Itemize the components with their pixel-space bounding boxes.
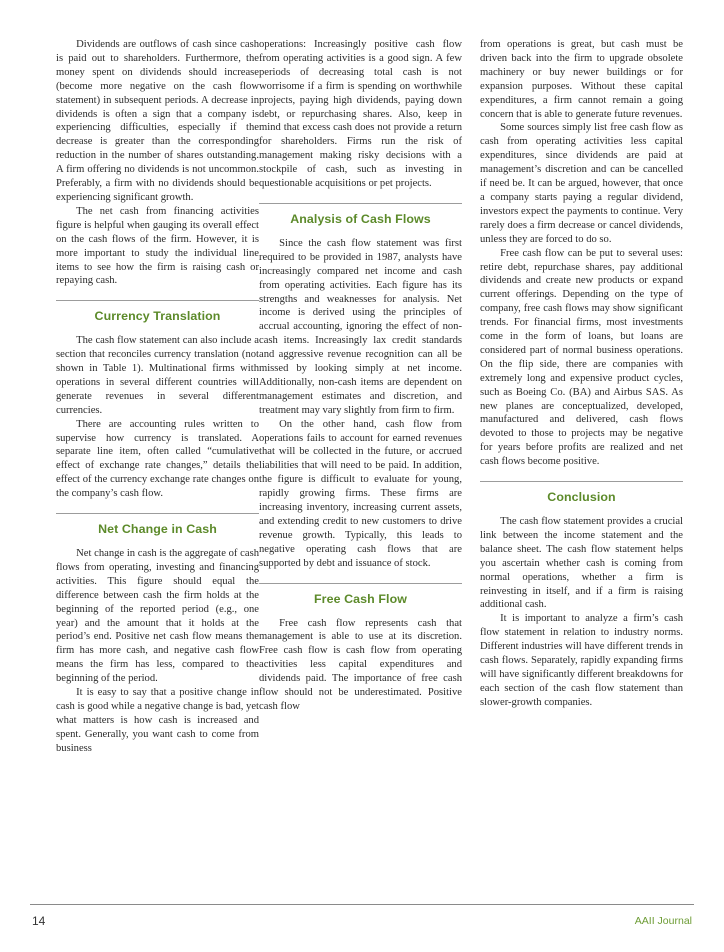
paragraph: It is important to analyze a firm’s cash flow statement in relation to industry norms. Different industries will have different trends in cash flows. Separately, rapidly expanding firms will have significantly different breakdowns for each section of the cash flow statement than slower-growth companies. — [480, 613, 683, 708]
footer-divider — [30, 904, 694, 905]
paragraph: Some sources simply list free cash flow as cash from operating activities less capital expenditures, since dividends are paid at management’s discretion and can be cancelled if need be. It can be argued, however, that once a company starts paying a regular dividend, investors expect the payments to continue. Very rarely does a firm decrease or cancel dividends, unless they are forced to do so. — [480, 122, 683, 245]
section-heading-currency-translation — [56, 300, 259, 324]
paragraph: It is easy to say that a positive change in cash is good while a negative change is bad, yet what matters is how cash is increased and spent. Generally, you want cash to come from business — [56, 687, 259, 754]
column-1 — [56, 38, 259, 756]
paragraph: Net change in cash is the aggregate of cash flows from operating, investing and financing activities. This figure should equal the difference between cash the firm holds at the beginning of the reported period (e.g., one year) and the amount that it holds at the period’s end. Positive net cash flow means the firm has more cash, and negative cash flow means the firm has less, compared to the beginning of the period. — [56, 548, 259, 685]
section-heading-analysis-of-cash-flows — [259, 203, 462, 227]
section-title: Currency Translation — [94, 309, 221, 324]
section-title: Net Change in Cash — [98, 522, 217, 537]
paragraph: The cash flow statement can also include a section that reconciles currency translation (not shown in Table 1). Multinational firms with operations in several different countries will generate revenues in several different currencies. — [56, 335, 259, 416]
paragraph: The net cash from financing activities figure is helpful when gauging its overall effect on the cash flows of the firm. However, it is more important to study the individual line items to see how the firm is raising cash or repaying cash. — [56, 205, 259, 287]
section-title: Analysis of Cash Flows — [290, 211, 431, 226]
section-heading-net-change-in-cash — [56, 513, 259, 537]
journal-name: AAII Journal — [634, 915, 692, 927]
section-heading-free-cash-flow — [259, 583, 462, 607]
paragraph: There are accounting rules written to supervise how currency is translated. A separate line item, often called “cumulative effect of exchange rate changes,” details the effect of the currency exchange rate changes on the company’s cash flow. — [56, 418, 259, 500]
paragraph: On the other hand, cash flow from operations fails to account for earned revenues that will be collected in the future, or accrued liabilities that will need to be paid. In addition, the figure is difficult to evaluate for young, rapidly growing firms. These firms are increasing inventory, increasing current assets, and extending credit to new customers to drive revenue growth. Typically, this leads to negative operating cash flows that are supported by debt and issuance of stock. — [259, 418, 462, 569]
section-title: Free Cash Flow — [314, 591, 407, 606]
paragraph: Free cash flow can be put to several uses: retire debt, repurchase shares, pay additional dividends and create new products or expand current offerings. Depending on the type of company, free cash flows may show significant trends. For financial firms, most investments come in the form of loans, but loans are considered part of normal business operations. On the flip side, there are companies with extremely long and expensive product cycles, such as Boeing Co. (BA) and Airbus SAS. As new planes are conceptualized, developed, manufactured and delivered, cash flows devoted to those to projects may be negative for years before profits are realized and net cash flows become positive. — [480, 247, 683, 468]
paragraph: Since the cash flow statement was first required to be provided in 1987, analysts have increasingly compared net income and cash from operating activities. Each figure has its strengths and weaknesses for analysis. Net income is derived using the principles of accrual accounting, ignoring the effect of non-cash items. Increasingly lax credit standards and aggressive revenue recognition can all be missed by looking simply at net income. Additionally, non-cash items are dependent on management estimates and discretion, and treatment may vary slightly from firm to firm. — [259, 237, 462, 416]
column-2 — [259, 38, 462, 714]
section-title: Conclusion — [547, 490, 616, 505]
page-number: 14 — [32, 914, 46, 928]
paragraph: Dividends are outflows of cash since cash is paid out to shareholders. Furthermore, the money spent on dividends should increase (become more negative on the cash flow statement) in subsequent periods. A decrease in dividends is often a sign that a company is experiencing difficulties, especially if the decrease is greater than the corresponding reduction in the number of shares outstanding. A firm offering no dividends is not uncommon. Preferably, a firm with no dividends should be experiencing significant growth. — [56, 39, 259, 203]
paragraph: Free cash flow represents cash that management is able to use at its discretion. Free cash flow is cash flow from operating activities less capital expenditures and dividends paid. The importance of free cash flow should not be underestimated. Positive cash flow — [259, 617, 462, 712]
paragraph: from operations is great, but cash must be driven back into the firm to upgrade obsolete machinery or buy newer buildings or for expansion purposes. Without these capital expenditures, a firm cannot remain a going concern that is able to generate future revenues. — [480, 39, 683, 120]
paragraph: operations: Increasingly positive cash flow from operating activities is a good sign. A few periods of decreasing total cash is not worrisome if a firm is spending on worthwhile projects, paying high dividends, paying down debt, or repurchasing shares. Also, keep in mind that excess cash does not provide a return for shareholders. Firms run the risk of management making risky decisions with a stockpile of cash, such as investing in questionable acquisitions or pet projects. — [259, 39, 462, 190]
section-heading-conclusion — [480, 481, 683, 505]
paragraph: The cash flow statement provides a crucial link between the income statement and the balance sheet. The cash flow statement helps you ascertain whether cash is coming from normal operations, whether a firm is reinvesting in itself, and if a firm is raising additional cash. — [480, 516, 683, 611]
column-3 — [480, 38, 683, 710]
